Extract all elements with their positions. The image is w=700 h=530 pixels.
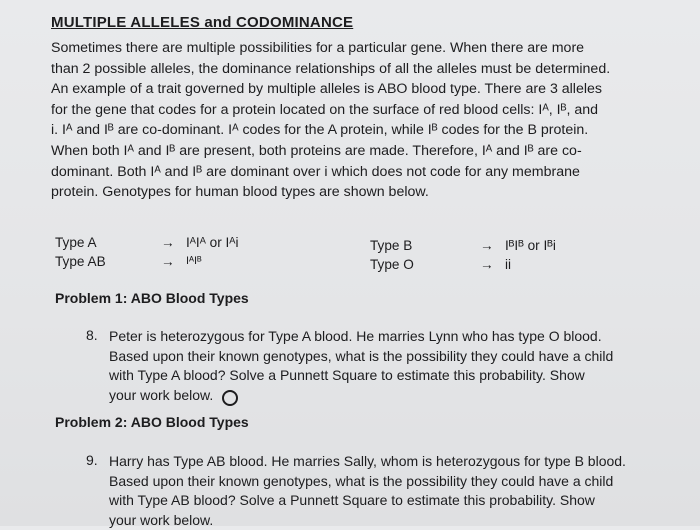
handwritten-circle [222,390,238,406]
type-o-genotype: ii [505,257,511,272]
problem1-line: your work below. [109,386,613,406]
intro-paragraph [51,38,691,203]
problem2-line: your work below. [109,511,626,530]
type-a-label: Type A [55,235,97,250]
intro-line: dominant. Both Iᴬ and Iᴮ are dominant over i which does not code for any membrane [51,162,691,183]
intro-line: Sometimes there are multiple possibilities for a particular gene. When there are more [51,38,691,59]
arrow-icon: → [480,257,494,272]
problem1-line: Based upon their known genotypes, what is the possibility they could have a child [109,347,613,367]
page-title: MULTIPLE ALLELES and CODOMINANCE [51,14,353,31]
problem2-number: 9. [86,452,98,468]
problem1-text [109,327,613,405]
problem1-number: 8. [86,327,98,343]
intro-line: for the gene that codes for a protein located on the surface of red blood cells: Iᴬ, Iᴮ, and [51,100,691,121]
arrow-icon: → [161,254,175,269]
type-b-genotype: IᴮIᴮ or Iᴮi [505,238,556,253]
intro-line: i. Iᴬ and Iᴮ are co-dominant. Iᴬ codes for the A protein, while Iᴮ codes for the B protein. [51,120,691,141]
intro-line: protein. Genotypes for human blood types are shown below. [51,182,691,203]
problem2-header: Problem 2: ABO Blood Types [55,414,249,430]
type-o-label: Type O [370,257,414,272]
problem2-line: with Type AB blood? Solve a Punnett Square to estimate this probability. Show [109,491,626,511]
type-ab-label: Type AB [55,254,106,269]
arrow-icon: → [480,238,494,253]
type-b-label: Type B [370,238,412,253]
problem2-text [109,452,626,530]
type-ab-genotype: IᴬIᴮ [186,255,202,267]
intro-line: than 2 possible alleles, the dominance relationships of all the alleles must be determined. [51,59,691,80]
intro-line: When both Iᴬ and Iᴮ are present, both proteins are made. Therefore, Iᴬ and Iᴮ are co- [51,141,691,162]
problem1-line: with Type A blood? Solve a Punnett Square to estimate this probability. Show [109,366,613,386]
intro-line: An example of a trait governed by multiple alleles is ABO blood type. There are 3 alleles [51,79,691,100]
problem2-line: Harry has Type AB blood. He marries Sally, whom is heterozygous for type B blood. [109,452,626,472]
type-a-genotype: IᴬIᴬ or Iᴬi [186,235,238,250]
problem2-line: Based upon their known genotypes, what is the possibility they could have a child [109,472,626,492]
problem1-header: Problem 1: ABO Blood Types [55,290,249,306]
problem1-line: Peter is heterozygous for Type A blood. He marries Lynn who has type O blood. [109,327,613,347]
arrow-icon: → [161,235,175,250]
